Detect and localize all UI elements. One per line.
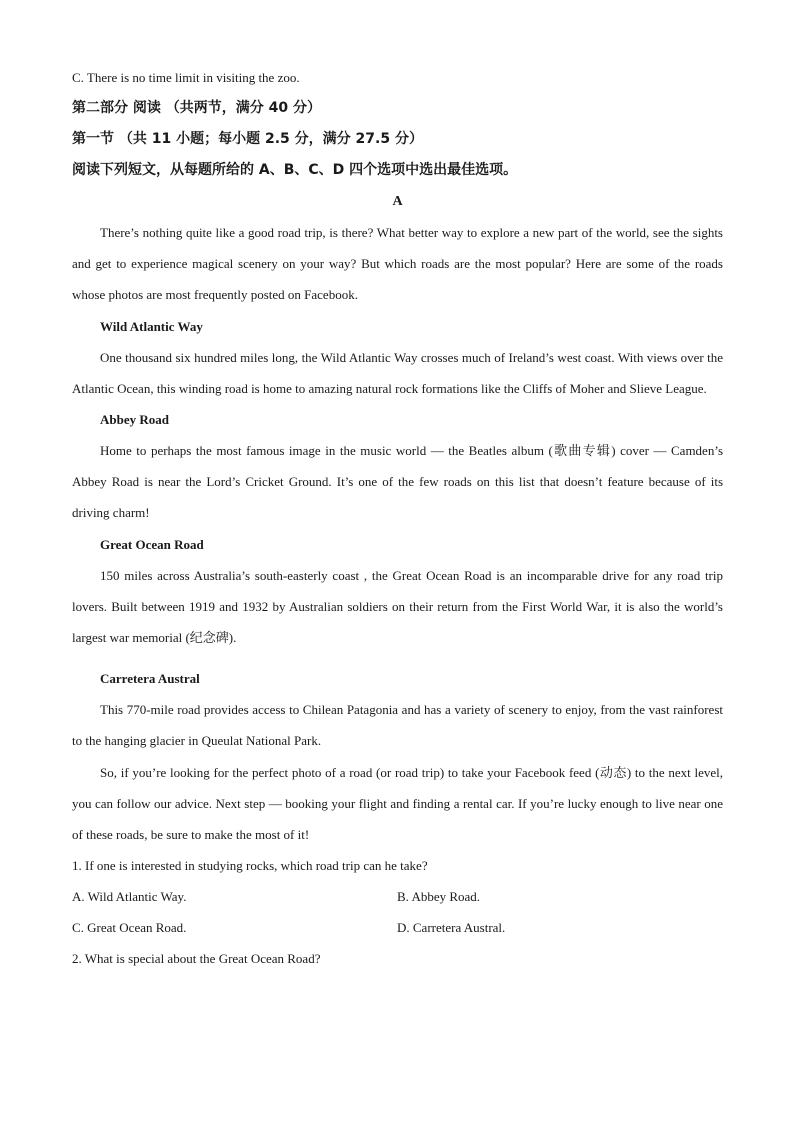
spacer	[72, 653, 723, 663]
passage-label: A	[392, 194, 403, 209]
question-2-stem: 2. What is special about the Great Ocean Road?	[72, 951, 321, 967]
section-text-carretera-austral: This 770-mile road provides access to Chilean Patagonia and has a variety of scenery to enjoy, from the vast rainforest to the hanging glacier in Queulat National Park.	[72, 702, 723, 749]
section-heading-wild-atlantic-way: Wild Atlantic Way	[100, 318, 203, 334]
section-heading-abbey-road: Abbey Road	[100, 412, 169, 428]
instruction: 阅读下列短文，从每题所给的 A、B、C、D 四个选项中选出最佳选项。	[72, 162, 518, 178]
section-heading-carretera-austral: Carretera Austral	[100, 671, 200, 687]
subsection-title: 第一节 （共 11 小题；每小题 2.5 分，满分 27.5 分）	[72, 131, 423, 147]
section-text-wild-atlantic-way: One thousand six hundred miles long, the Wild Atlantic Way crosses much of Ireland’s west coast. With views over the Atlantic Ocean, this winding road is home to amazing natural rock formations like the Cliffs of Moher and Slieve League.	[72, 349, 723, 396]
question-1-option-a: A. Wild Atlantic Way.	[72, 889, 187, 905]
question-1-option-c: C. Great Ocean Road.	[72, 920, 187, 936]
section-text-great-ocean-road: 150 miles across Australia’s south-easterly coast , the Great Ocean Road is an incomparable drive for any road trip lovers. Built between 1919 and 1932 by Australian soldiers on their return from the First World War, it is also the world’s largest war memorial (纪念碑).	[72, 567, 723, 646]
question-1-stem: 1. If one is interested in studying rocks, which road trip can he take?	[72, 858, 428, 874]
intro-paragraph: There’s nothing quite like a good road trip, is there? What better way to explore a new part of the world, see the sights and get to experience magical scenery on your way? But which roads are the most popular? Here are some of the roads whose photos are most frequently posted on Facebook.	[72, 225, 723, 303]
question-1-option-d: D. Carretera Austral.	[397, 920, 506, 936]
section-heading-great-ocean-road: Great Ocean Road	[100, 536, 204, 552]
question-1-options-row-1	[72, 881, 723, 912]
document-page	[72, 62, 723, 974]
previous-question-option: C. There is no time limit in visiting the zoo.	[72, 70, 300, 85]
question-1-options-row-2	[72, 912, 723, 943]
section-title: 第二部分 阅读 （共两节，满分 40 分）	[72, 100, 321, 116]
question-1-option-b: B. Abbey Road.	[397, 889, 481, 905]
closing-paragraph: So, if you’re looking for the perfect photo of a road (or road trip) to take your Facebook feed (动态) to the next level, you can follow our advice. Next step — booking your flight and finding a rental car. If you’re lucky enough to live near one of these roads, be sure to make the most of it!	[72, 764, 723, 843]
section-text-abbey-road: Home to perhaps the most famous image in the music world — the Beatles album (歌曲专辑) cover — Camden’s Abbey Road is near the Lord’s Cricket Ground. It’s one of the few roads on this list that doesn’t feature because of its driving charm!	[72, 443, 723, 521]
